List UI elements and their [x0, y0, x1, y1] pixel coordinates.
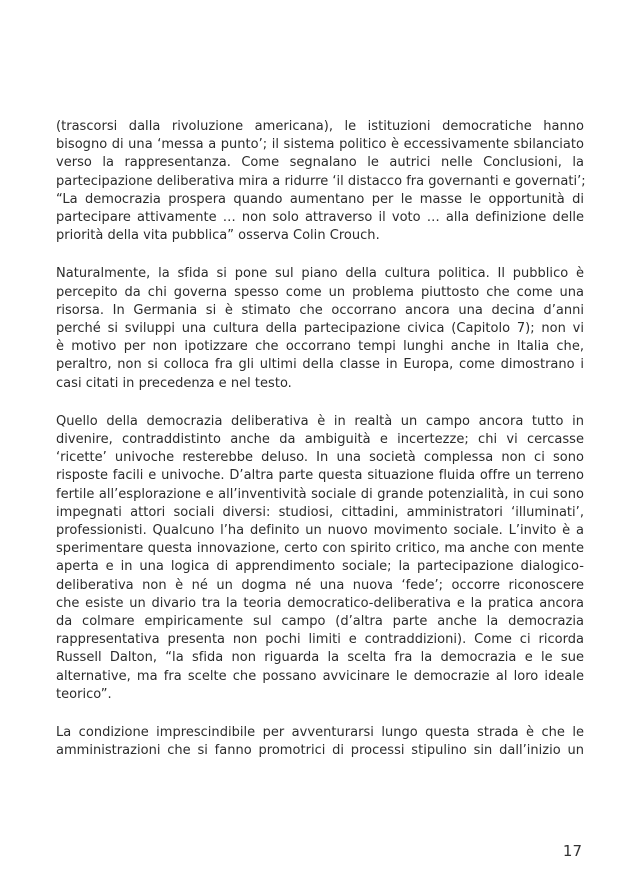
text-line: che esiste un divario tra la teoria democratico-deliberativa e la pratica ancora [56, 595, 584, 611]
text-line: partecipare attivamente … non solo attraverso il voto … alla definizione delle [56, 210, 584, 226]
paragraph [56, 724, 584, 760]
text-line: alternative, ma fra scelte che possano avvicinare le democrazie al loro ideale [56, 668, 584, 684]
text-line: risorsa. In Germania si è stimato che occorrano ancora una decina d’anni [56, 302, 584, 318]
text-line: è motivo per non ipotizzare che occorrano tempi lunghi anche in Italia che, [56, 339, 584, 355]
text-line: perché si sviluppi una cultura della partecipazione civica (Capitolo 7); non vi [56, 321, 584, 337]
text-line: Naturalmente, la sfida si pone sul piano della cultura politica. Il pubblico è [56, 266, 584, 282]
paragraph [56, 413, 584, 704]
text-line: percepito da chi governa spesso come un problema piuttosto che come una [56, 284, 584, 300]
text-line: amministrazioni che si fanno promotrici di processi stipulino sin dall’inizio un [56, 743, 584, 759]
text-line: ‘ricette’ univoche resterebbe deluso. In una società complessa non ci sono [56, 450, 584, 466]
text-line: priorità della vita pubblica” osserva Colin Crouch. [56, 228, 380, 244]
page-number: 17 [562, 842, 582, 860]
text-line: da colmare empiricamente sul campo (d’altra parte anche la democrazia [56, 614, 584, 630]
text-line: aperta e in una logica di apprendimento sociale; la partecipazione dialogico- [56, 559, 584, 575]
text-line: Russell Dalton, “la sfida non riguarda la scelta fra la democrazia e le sue [56, 650, 584, 666]
text-line: professionisti. Qualcuno l’ha definito un nuovo movimento sociale. L’invito è a [56, 523, 584, 539]
text-line: deliberativa non è né un dogma né una nuova ‘fede’; occorre riconoscere [56, 577, 584, 593]
text-line: bisogno di una ‘messa a punto’; il sistema politico è eccessivamente sbilanciato [56, 137, 584, 153]
text-line: impegnati attori sociali diversi: studiosi, cittadini, amministratori ‘illuminati’, [56, 504, 584, 520]
text-line: La condizione imprescindibile per avventurarsi lungo questa strada è che le [56, 725, 584, 741]
text-line: partecipazione deliberativa mira a ridurre ‘il distacco fra governanti e governati’; [56, 173, 586, 189]
text-line: Quello della democrazia deliberativa è in realtà un campo ancora tutto in [56, 413, 584, 429]
text-line: fertile all’esplorazione e all’inventività sociale di grande potenzialità, in cui sono [56, 486, 584, 502]
text-line: teorico”. [56, 686, 112, 702]
text-line: risposte facili e univoche. D’altra parte questa situazione fluida offre un terreno [56, 468, 584, 484]
text-line: verso la rappresentanza. Come segnalano le autrici nelle Conclusioni, la [56, 155, 584, 171]
paragraph [56, 265, 584, 392]
text-line: casi citati in precedenza e nel testo. [56, 375, 292, 391]
body-text [56, 118, 584, 781]
text-line: “La democrazia prospera quando aumentano per le masse le opportunità di [56, 191, 584, 207]
text-line: peraltro, non si colloca fra gli ultimi della classe in Europa, come dimostrano i [56, 357, 584, 373]
text-line: sperimentare questa innovazione, certo con spirito critico, ma anche con mente [56, 541, 584, 557]
text-line: (trascorsi dalla rivoluzione americana), le istituzioni democratiche hanno [56, 119, 584, 134]
text-line: divenire, contraddistinto anche da ambiguità e incertezze; chi vi cercasse [56, 432, 584, 448]
paragraph [56, 118, 584, 245]
text-line: rappresentativa presenta non pochi limiti e contraddizioni). Come ci ricorda [56, 632, 584, 648]
